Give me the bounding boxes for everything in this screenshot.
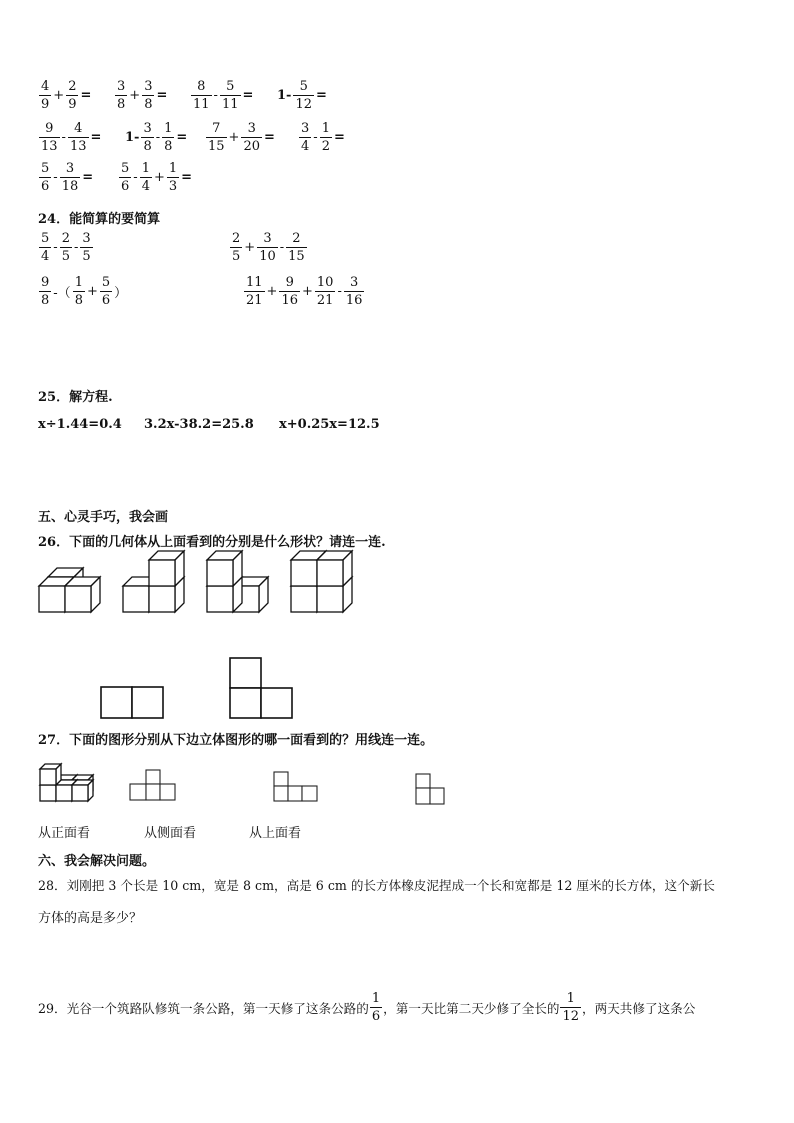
denominator: 10 xyxy=(259,249,276,264)
numerator: 1 xyxy=(168,161,178,176)
q24-expression xyxy=(243,276,365,307)
calc-expression xyxy=(276,80,328,111)
operator: + xyxy=(266,284,278,299)
operator: - xyxy=(313,130,318,145)
operator: - xyxy=(53,170,58,185)
numerator: 1 xyxy=(321,121,330,136)
operator: - xyxy=(337,284,342,299)
operator: - xyxy=(53,240,58,255)
numerator: 3 xyxy=(60,162,81,178)
calc-expression xyxy=(118,162,193,193)
q27-solid-icon xyxy=(40,764,93,801)
numerator: 5 xyxy=(220,80,241,96)
calc-expression xyxy=(38,122,102,153)
fraction xyxy=(39,232,51,263)
numerator: 1 xyxy=(164,121,173,136)
operator: + xyxy=(129,88,141,103)
denominator: 15 xyxy=(288,249,305,264)
numerator: 5 xyxy=(41,161,50,176)
denominator: 12 xyxy=(562,1009,580,1024)
fraction xyxy=(39,276,51,307)
fraction xyxy=(286,232,307,263)
label-top-view: 从上面看 xyxy=(249,826,302,841)
q29-fraction-2 xyxy=(560,992,581,1023)
operator: + xyxy=(244,240,256,255)
denominator: 8 xyxy=(117,97,126,112)
operator: + xyxy=(153,170,165,185)
fraction xyxy=(66,80,78,111)
operator: -（ xyxy=(53,286,71,301)
solid-two-cubes-icon xyxy=(39,568,100,612)
numerator: 1 xyxy=(560,992,581,1008)
calc-expression xyxy=(124,122,188,153)
operator: = xyxy=(176,130,188,145)
numerator: 3 xyxy=(241,122,262,138)
operator: = xyxy=(333,130,345,145)
q26-top-views xyxy=(100,655,300,725)
denominator: 9 xyxy=(41,97,50,112)
operator: - xyxy=(61,130,66,145)
denominator: 4 xyxy=(141,179,150,194)
section-5-title: 五、心灵手巧，我会画 xyxy=(38,510,169,525)
denominator: 13 xyxy=(41,139,58,154)
denominator: 5 xyxy=(82,249,91,264)
denominator: 2 xyxy=(321,139,330,154)
solid-four-cubes-icon xyxy=(291,551,352,612)
q29-fraction-1 xyxy=(370,992,382,1023)
denominator: 8 xyxy=(41,293,50,308)
calc-expression xyxy=(38,80,92,111)
numerator: 5 xyxy=(41,231,50,246)
calc-expression xyxy=(205,122,276,153)
numerator: 10 xyxy=(316,275,334,290)
numerator: 1 xyxy=(74,275,83,290)
fraction xyxy=(167,162,179,193)
denominator: 16 xyxy=(281,293,298,308)
fraction xyxy=(39,80,51,111)
denominator: 5 xyxy=(232,249,241,264)
fraction xyxy=(244,276,265,307)
denominator: 3 xyxy=(168,179,178,194)
operator: 1- xyxy=(277,88,292,103)
numerator: 3 xyxy=(117,79,126,94)
denominator: 15 xyxy=(208,139,225,154)
numerator: 5 xyxy=(293,80,314,96)
view-shape-3-icon xyxy=(416,774,444,804)
numerator: 2 xyxy=(61,231,70,246)
operator: ） xyxy=(114,286,128,301)
fraction xyxy=(230,232,242,263)
fraction xyxy=(315,276,336,307)
q28-line-2: 方体的高是多少？ xyxy=(38,911,143,926)
operator: = xyxy=(80,88,92,103)
operator: - xyxy=(133,170,138,185)
denominator: 9 xyxy=(68,97,77,112)
numerator: 3 xyxy=(257,232,278,248)
operator: = xyxy=(181,170,193,185)
fraction xyxy=(60,162,81,193)
fraction xyxy=(141,122,153,153)
operator: = xyxy=(156,88,168,103)
denominator: 5 xyxy=(61,249,70,264)
denominator: 6 xyxy=(101,293,111,308)
denominator: 6 xyxy=(371,1009,381,1024)
numerator: 2 xyxy=(286,232,307,248)
numerator: 11 xyxy=(246,275,263,290)
numerator: 5 xyxy=(121,161,130,176)
section-6-title: 六、我会解决问题。 xyxy=(38,854,156,869)
q24-expression xyxy=(38,232,94,263)
q24-expression xyxy=(38,276,128,307)
numerator: 1 xyxy=(141,161,150,176)
denominator: 13 xyxy=(69,139,87,154)
fraction xyxy=(115,80,127,111)
solid-l-shape-right-icon xyxy=(123,551,184,612)
fraction xyxy=(100,276,112,307)
denominator: 20 xyxy=(243,139,260,154)
numerator: 4 xyxy=(41,79,50,94)
q29-part-3: ，两天共修了这条公 xyxy=(582,1001,696,1016)
fraction xyxy=(68,122,89,153)
top-view-l-shape-icon xyxy=(230,658,292,718)
denominator: 8 xyxy=(144,97,153,112)
q29-line xyxy=(38,992,695,1023)
operator: + xyxy=(228,130,240,145)
equation-2: 3.2x-38.2=25.8 xyxy=(144,417,254,432)
operator: - xyxy=(279,240,285,255)
equation-1: x÷1.44=0.4 xyxy=(38,417,122,432)
denominator: 11 xyxy=(193,97,210,112)
fraction xyxy=(142,80,154,111)
denominator: 12 xyxy=(295,97,312,112)
fraction xyxy=(119,162,131,193)
fraction xyxy=(241,122,262,153)
fraction xyxy=(344,276,365,307)
denominator: 4 xyxy=(301,139,310,154)
operator: - xyxy=(73,240,79,255)
denominator: 8 xyxy=(74,293,83,308)
fraction xyxy=(279,276,300,307)
q24-title: 24．能简算的要简算 xyxy=(38,212,161,227)
fraction xyxy=(73,276,85,307)
q29-part-1: 29．光谷一个筑路队修筑一条公路，第一天修了这条公路的 xyxy=(38,1001,369,1016)
numerator: 3 xyxy=(82,231,91,246)
denominator: 8 xyxy=(143,139,152,154)
numerator: 3 xyxy=(344,276,365,292)
q26-title: 26．下面的几何体从上面看到的分别是什么形状？请连一连. xyxy=(38,535,386,550)
numerator: 5 xyxy=(101,275,111,290)
numerator: 8 xyxy=(191,80,212,96)
q29-part-2: ，第一天比第二天少修了全长的 xyxy=(383,1001,560,1016)
fraction xyxy=(299,122,311,153)
fraction xyxy=(80,232,92,263)
operator: = xyxy=(316,88,327,103)
denominator: 6 xyxy=(41,179,50,194)
fraction xyxy=(257,232,278,263)
numerator: 2 xyxy=(232,231,241,246)
fraction xyxy=(39,162,51,193)
operator: 1- xyxy=(125,130,140,145)
calc-expression xyxy=(190,80,254,111)
label-front-view: 从正面看 xyxy=(38,826,91,841)
denominator: 16 xyxy=(345,293,363,308)
denominator: 21 xyxy=(246,293,263,308)
calc-expression xyxy=(38,162,94,193)
numerator: 3 xyxy=(301,121,310,136)
fraction xyxy=(220,80,241,111)
q28-line-1: 28．刘刚把 3 个长是 10 cm，宽是 8 cm，高是 6 cm 的长方体橡皮泥捏成一个长和宽都是 12 厘米的长方体，这个新长 xyxy=(38,878,715,893)
denominator: 18 xyxy=(61,179,79,194)
numerator: 9 xyxy=(41,275,50,290)
q27-figures xyxy=(36,758,456,808)
numerator: 9 xyxy=(279,276,300,292)
numerator: 9 xyxy=(39,122,60,138)
solid-l-shape-left-icon xyxy=(207,551,268,612)
operator: + xyxy=(302,284,313,299)
operator: - xyxy=(155,130,161,145)
denominator: 6 xyxy=(121,179,130,194)
numerator: 3 xyxy=(143,121,152,136)
calc-expression xyxy=(298,122,346,153)
numerator: 2 xyxy=(68,79,77,94)
operator: = xyxy=(242,88,254,103)
numerator: 4 xyxy=(68,122,89,138)
fraction xyxy=(39,122,60,153)
fraction xyxy=(206,122,227,153)
fraction xyxy=(162,122,174,153)
fraction xyxy=(293,80,314,111)
q25-title: 25．解方程. xyxy=(38,390,113,405)
fraction xyxy=(191,80,212,111)
q27-title: 27．下面的图形分别从下边立体图形的哪一面看到的？用线连一连。 xyxy=(38,733,434,748)
equation-3: x+0.25x=12.5 xyxy=(279,417,380,432)
top-view-two-squares-icon xyxy=(101,687,163,718)
view-shape-1-icon xyxy=(130,770,175,800)
operator: + xyxy=(53,88,65,103)
operator: = xyxy=(82,170,94,185)
denominator: 4 xyxy=(41,249,50,264)
numerator: 7 xyxy=(206,122,227,138)
operator: = xyxy=(90,130,102,145)
label-side-view: 从侧面看 xyxy=(144,826,197,841)
operator: = xyxy=(264,130,275,145)
operator: + xyxy=(86,284,98,299)
numerator: 1 xyxy=(371,991,381,1006)
fraction xyxy=(60,232,72,263)
fraction xyxy=(140,162,152,193)
q26-solids-figure xyxy=(30,548,360,628)
operator: - xyxy=(213,88,218,103)
view-shape-2-icon xyxy=(274,772,317,801)
numerator: 3 xyxy=(144,79,153,94)
denominator: 11 xyxy=(221,97,239,112)
calc-expression xyxy=(114,80,168,111)
denominator: 21 xyxy=(316,293,334,308)
fraction xyxy=(320,122,332,153)
denominator: 8 xyxy=(164,139,173,154)
q24-expression xyxy=(229,232,308,263)
